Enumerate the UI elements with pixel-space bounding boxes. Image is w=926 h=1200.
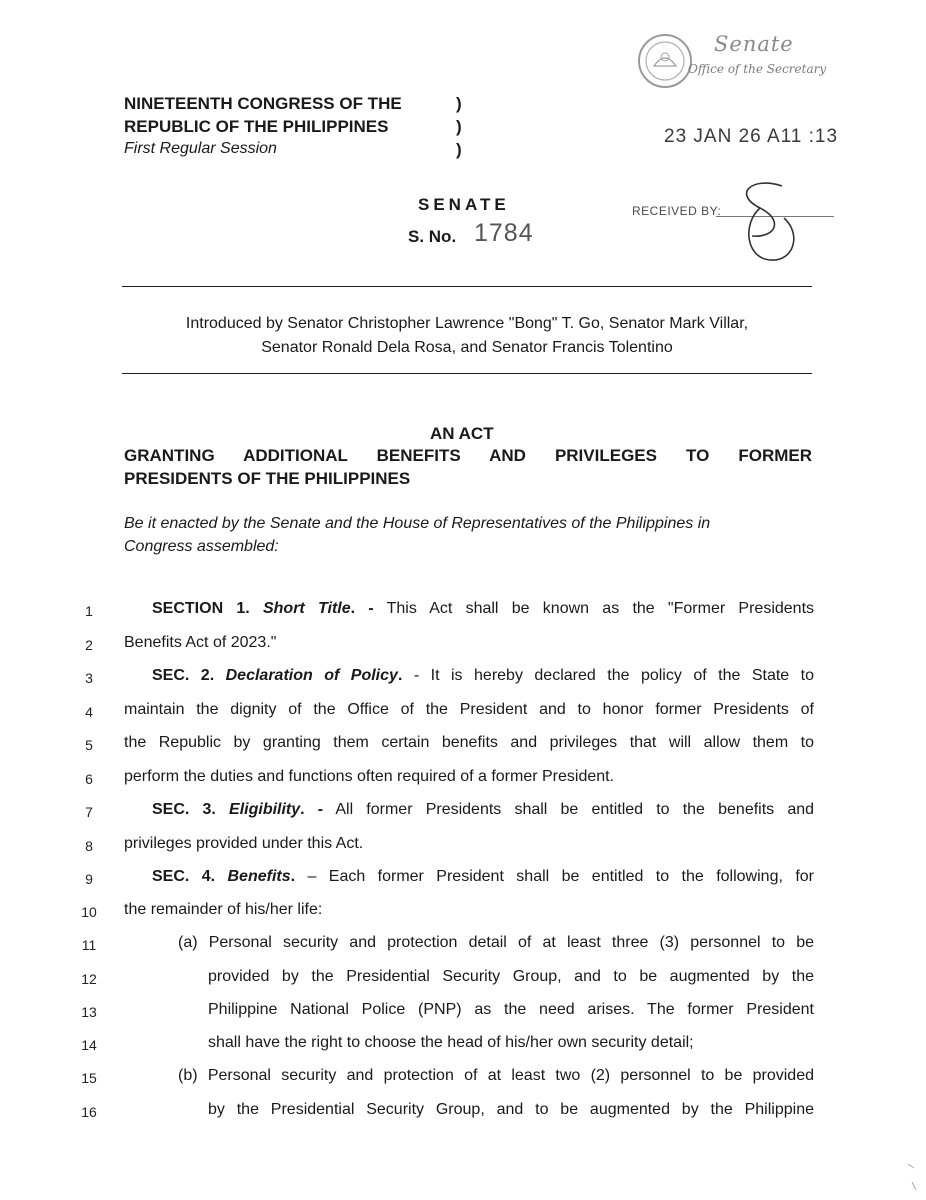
line-number: 15 [81, 1070, 97, 1086]
section-4-text: – Each former President shall be entitled to the following, for [295, 868, 814, 885]
line-number: 1 [85, 603, 93, 619]
act-title: AN ACT [430, 424, 494, 443]
chamber-title: SENATE [418, 195, 510, 214]
congress-line-2: REPUBLIC OF THE PHILIPPINES [124, 117, 389, 136]
line-number: 7 [85, 804, 93, 820]
section-3-title: Eligibility [229, 801, 301, 818]
paren-1: ) [456, 94, 462, 113]
item-a-line-2: provided by the Presidential Security Group, and to be augmented by the [208, 968, 814, 985]
introduced-by-line-2: Senator Ronald Dela Rosa, and Senator Francis Tolentino [261, 339, 673, 356]
line-number: 11 [81, 937, 97, 953]
section-2-heading: SEC. 2. [152, 667, 215, 684]
bill-number: 1784 [474, 219, 534, 247]
congress-line-1: NINETEENTH CONGRESS OF THE [124, 94, 402, 113]
received-by-label: RECEIVED BY: [632, 204, 722, 218]
item-b-line-2: by the Presidential Security Group, and to be augmented by the Philippine [208, 1101, 814, 1118]
section-1-heading: SECTION 1. [152, 600, 250, 617]
section-2-separator: . [397, 667, 403, 684]
line-number: 4 [85, 704, 93, 720]
item-b-line-1: (b) Personal security and protection of at least two (2) personnel to be provided [178, 1067, 814, 1084]
section-2-line-2: maintain the dignity of the Office of the President and to honor former Presidents of [124, 701, 814, 718]
section-1-text: This Act shall be known as the "Former Presidents [373, 600, 815, 617]
section-4-separator: . [290, 868, 296, 885]
stamp-office-label: Office of the Secretary [688, 62, 827, 76]
section-2-line-3: the Republic by granting them certain benefits and privileges that will allow them to [124, 734, 814, 751]
handwritten-signature-icon [712, 174, 822, 264]
received-date-stamp: 23 JAN 26 A11 :13 [664, 126, 839, 147]
line-number: 13 [81, 1004, 97, 1020]
section-3-text: All former Presidents shall be entitled to the benefits and [323, 801, 815, 818]
stamp-senate-title: Senate [714, 32, 794, 56]
line-number: 14 [81, 1037, 97, 1053]
item-a-line-1: (a) Personal security and protection detail of at least three (3) personnel to be [178, 934, 814, 951]
line-number: 12 [81, 971, 97, 987]
section-1-line-2: Benefits Act of 2023." [124, 634, 277, 651]
paren-2: ) [456, 117, 462, 136]
line-number: 6 [85, 771, 93, 787]
section-3-line-1 [152, 801, 814, 819]
header-rule-top [122, 286, 812, 287]
enacting-clause-line-2: Congress assembled: [124, 538, 279, 555]
line-number: 5 [85, 737, 93, 753]
enacting-clause-line-1: Be it enacted by the Senate and the House of Representatives of the Philippines in [124, 515, 711, 532]
line-number: 3 [85, 670, 93, 686]
section-2-text: - It is hereby declared the policy of the State to [402, 667, 815, 684]
act-subtitle-line-2: PRESIDENTS OF THE PHILIPPINES [124, 469, 411, 488]
line-number: 2 [85, 637, 93, 653]
act-subtitle [124, 444, 812, 490]
line-number: 9 [85, 871, 93, 887]
senate-seal-icon [636, 32, 694, 90]
line-number: 10 [81, 904, 97, 920]
section-3-heading: SEC. 3. [152, 801, 216, 818]
item-a-line-4: shall have the right to choose the head of his/her own security detail; [208, 1034, 694, 1051]
section-4-line-2: the remainder of his/her life: [124, 901, 323, 918]
introduced-by-line-1: Introduced by Senator Christopher Lawrence "Bong" T. Go, Senator Mark Villar, [185, 315, 749, 332]
section-4-heading: SEC. 4. [152, 868, 216, 885]
section-3-separator: . - [300, 801, 324, 818]
section-1-separator: . - [350, 600, 374, 617]
line-number: 16 [81, 1104, 97, 1120]
page-edge-mark-icon [906, 1162, 918, 1192]
act-subtitle-line-1: GRANTING ADDITIONAL BENEFITS AND PRIVILEGES TO FORMER [124, 446, 812, 465]
header-rule-bottom [122, 373, 812, 374]
item-a-line-3: Philippine National Police (PNP) as the need arises. The former President [208, 1001, 814, 1018]
introduced-by [120, 312, 814, 360]
section-2-title: Declaration of Policy [225, 667, 398, 684]
enacting-clause [124, 512, 814, 558]
bill-number-label: S. No. [408, 227, 457, 246]
section-1-title: Short Title [262, 600, 351, 617]
line-number: 8 [85, 838, 93, 854]
section-4-title: Benefits [227, 868, 291, 885]
section-2-line-4: perform the duties and functions often required of a former President. [124, 768, 615, 785]
paren-3: ) [456, 140, 462, 159]
section-1-line-1 [152, 600, 814, 618]
section-2-line-1 [152, 667, 814, 685]
section-3-line-2: privileges provided under this Act. [124, 835, 364, 852]
session-label: First Regular Session [124, 140, 277, 157]
section-4-line-1 [152, 868, 814, 886]
